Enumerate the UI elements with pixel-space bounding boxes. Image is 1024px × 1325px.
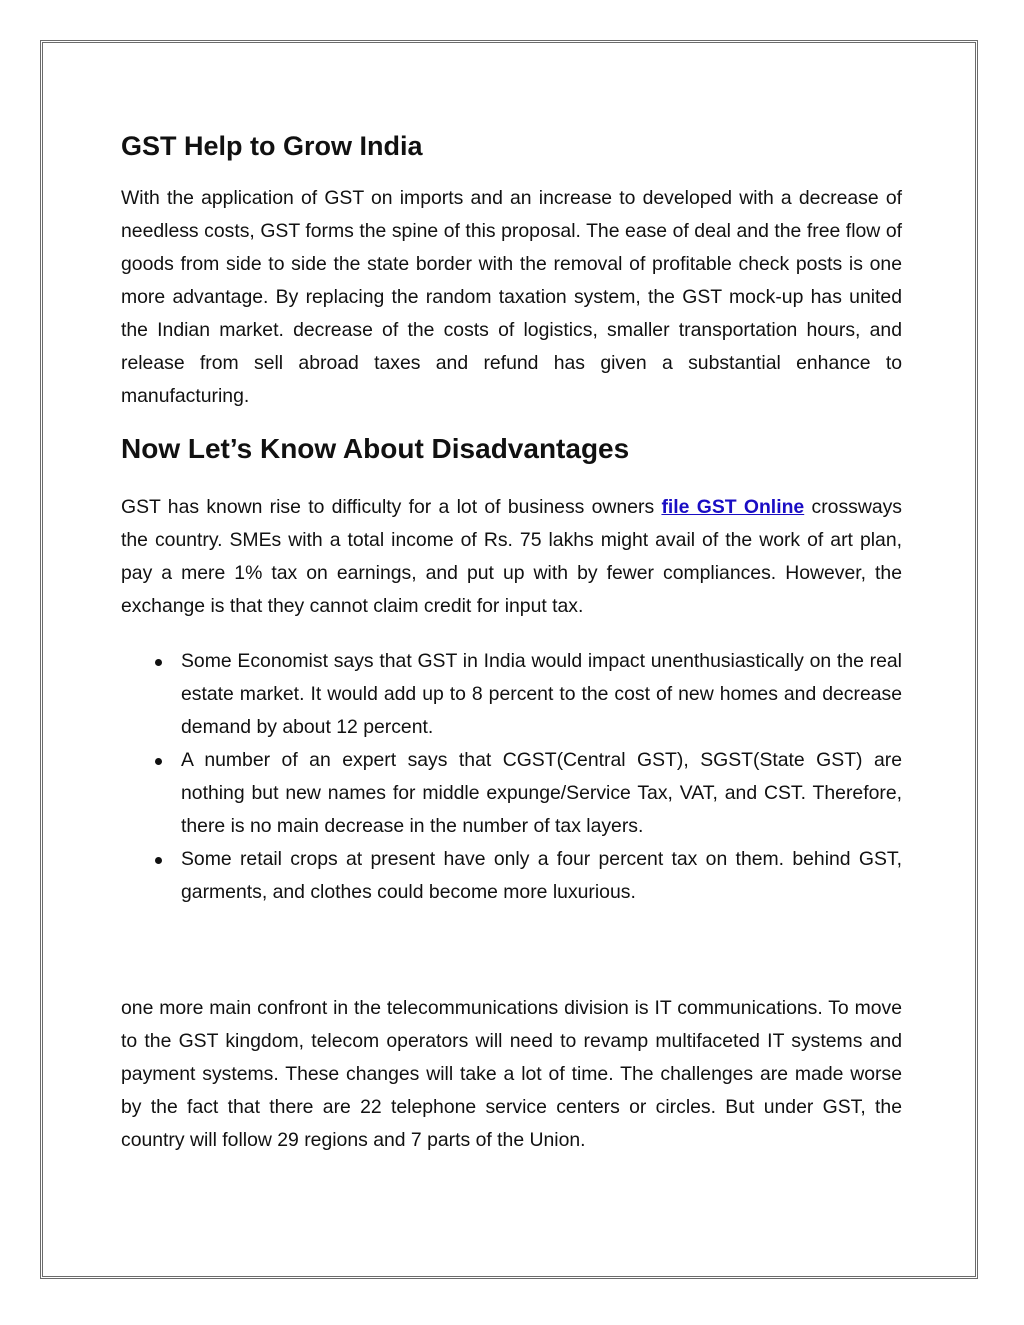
list-item-text: A number of an expert says that CGST(Central GST), SGST(State GST) are nothing but new names for middle expunge/Service Tax, VAT, and CST. Therefore, there is no main decrease in the number of tax layers. bbox=[181, 749, 902, 837]
section-heading-grow-india: GST Help to Grow India bbox=[121, 131, 423, 161]
list-item bbox=[181, 843, 902, 909]
disadvantages-intro-paragraph bbox=[121, 491, 902, 623]
grow-india-paragraph: With the application of GST on imports and an increase to developed with a decrease of needless costs, GST forms the spine of this proposal. The ease of deal and the free flow of goods from side to side the state border with the removal of profitable check posts is one more advantage. By replacing the random taxation system, the GST mock-up has united the Indian market. decrease of the costs of logistics, smaller transportation hours, and release from sell abroad taxes and refund has given a substantial enhance to manufacturing. bbox=[121, 187, 902, 407]
list-item bbox=[181, 645, 902, 744]
intro-text-before-link: GST has known rise to difficulty for a lot of business owners bbox=[121, 496, 662, 518]
document-body bbox=[121, 124, 902, 1157]
list-item bbox=[181, 744, 902, 843]
disadvantages-list bbox=[121, 645, 902, 909]
file-gst-online-link[interactable]: file GST Online bbox=[661, 496, 805, 518]
bullet-icon bbox=[155, 857, 162, 864]
list-item-text: Some retail crops at present have only a four percent tax on them. behind GST, garments, and clothes could become more luxurious. bbox=[181, 848, 902, 903]
intro-text-after-link: crossways the country. SMEs with a total income of Rs. 75 lakhs might avail of the work of art plan, pay a mere 1% tax on earnings, and put up with by fewer compliances. However, the exchange is that they cannot claim credit for input tax. bbox=[121, 496, 903, 617]
section-heading-disadvantages: Now Let’s Know About Disadvantages bbox=[121, 433, 630, 464]
list-item-text: Some Economist says that GST in India would impact unenthusiastically on the real estate market. It would add up to 8 percent to the cost of new homes and decrease demand by about 12 percent. bbox=[181, 650, 902, 738]
bullet-icon bbox=[155, 758, 162, 765]
telecom-paragraph: one more main confront in the telecommunications division is IT communications. To move to the GST kingdom, telecom operators will need to revamp multifaceted IT systems and payment systems. These changes will take a lot of time. The challenges are made worse by the fact that there are 22 telephone service centers or circles. But under GST, the country will follow 29 regions and 7 parts of the Union. bbox=[121, 997, 902, 1151]
bullet-icon bbox=[155, 659, 162, 666]
